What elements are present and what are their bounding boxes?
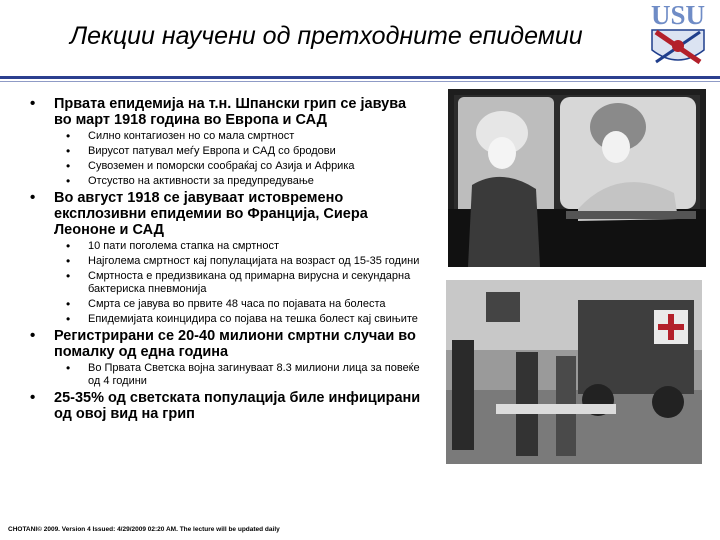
sub-bullet: • Во Првата Светска војна загинуваат 8.3 милиони лица за повеќе од 4 години — [30, 362, 425, 388]
bullet-2: • Во август 1918 се јавуваат истовремено експлозивни епидемии во Франција, Сиера Леононе и САД — [30, 190, 425, 238]
bullet-list — [30, 96, 425, 424]
sub-bullet: • Вирусот патувал меѓу Европа и САД со бродови — [30, 145, 425, 158]
slide-title: Лекции научени од претходните епидемии — [70, 22, 583, 50]
sub-bullet: • 10 пати поголема стапка на смртност — [30, 240, 425, 253]
photo-women-masks-car — [448, 89, 706, 267]
logo-letters: USU — [650, 0, 706, 30]
sub-bullet: • Сувоземен и поморски сообраќај со Азија и Африка — [30, 160, 425, 173]
bullet-1: • Првата епидемија на т.н. Шпански грип се јавува во март 1918 година во Европа и САД — [30, 96, 425, 128]
bullet-4: • 25-35% од светската популација биле инфицирани од овој вид на грип — [30, 390, 425, 422]
sub-bullet: • Епидемијата коинцидира со појава на тешка болест кај свињите — [30, 313, 425, 326]
header-rule-thin — [0, 81, 720, 82]
footer-note: CHOTANI© 2009. Version 4 Issued: 4/29/2009 02:20 AM. The lecture will be updated daily — [8, 526, 280, 533]
sub-bullet: • Отсуство на активности за предупредување — [30, 175, 425, 188]
bullet-3: • Регистрирани се 20-40 милиони смртни случаи во помалку од една година — [30, 328, 425, 360]
sub-bullet: • Смртноста е предизвикана од примарна вирусна и секундарна бактериска пневмонија — [30, 270, 425, 296]
sub-bullet: • Најголема смртност кај популацијата на возраст од 15-35 години — [30, 255, 425, 268]
sub-bullet: • Смрта се јавува во првите 48 часа по појавата на болеста — [30, 298, 425, 311]
photo-ambulance-stretcher — [446, 280, 702, 464]
university-logo — [644, 0, 712, 70]
sub-bullet: • Силно контагиозен но со мала смртност — [30, 130, 425, 143]
header-rule — [0, 76, 720, 79]
